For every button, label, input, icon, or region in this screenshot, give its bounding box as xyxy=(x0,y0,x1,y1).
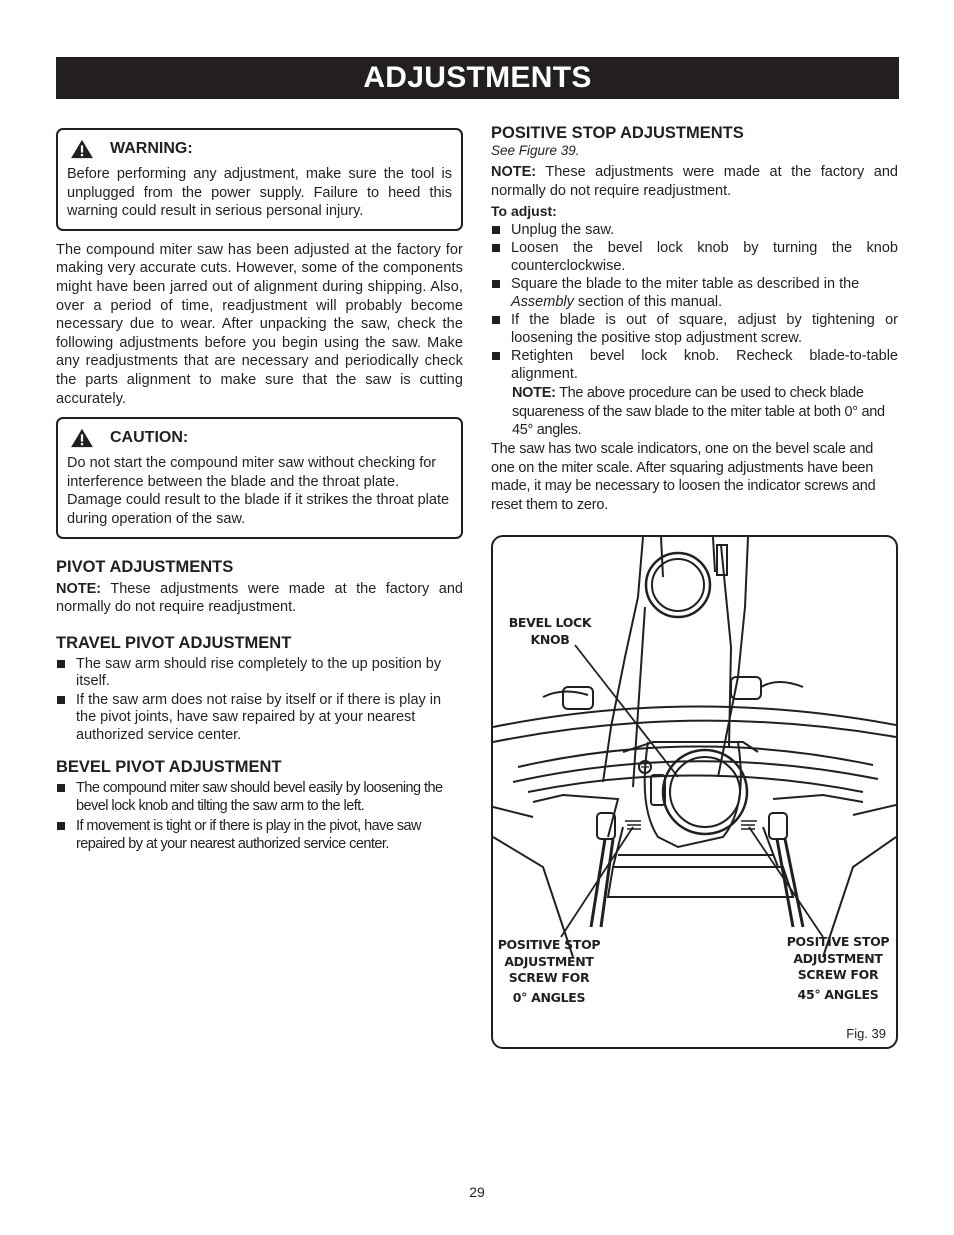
callout-line: 0° ANGLES xyxy=(512,989,586,1005)
sub-note-text: The above procedure can be used to check blade squareness of the saw blade to the miter table at both 0° and 45° angles. xyxy=(512,385,885,439)
caution-box xyxy=(56,417,463,538)
travel-heading: TRAVEL PIVOT ADJUSTMENT xyxy=(56,633,292,652)
step3-emphasis: Assembly xyxy=(511,293,574,310)
see-figure: See Figure 39. xyxy=(491,143,580,158)
positive-note-label: NOTE: xyxy=(491,164,537,180)
travel-list xyxy=(56,656,463,745)
page-title: ADJUSTMENTS xyxy=(56,57,899,99)
positive-note xyxy=(491,163,898,200)
callout-line: SCREW FOR xyxy=(508,970,590,985)
warning-header xyxy=(67,139,452,159)
callout-line: 45° ANGLES xyxy=(797,986,879,1002)
pivot-note-text: These adjustments were made at the factory and normally do not require readjustment. xyxy=(56,580,463,616)
warning-triangle-icon xyxy=(69,428,95,448)
figure-39 xyxy=(491,535,898,1049)
warning-triangle-icon xyxy=(69,139,95,159)
to-adjust-label: To adjust: xyxy=(491,203,557,220)
callout-bevel-lock-knob xyxy=(505,615,595,648)
callout-line: KNOB xyxy=(530,631,570,647)
callout-line: ADJUSTMENT xyxy=(793,950,883,966)
pivot-heading: PIVOT ADJUSTMENTS xyxy=(56,557,234,576)
left-column xyxy=(56,128,463,854)
warning-title: WARNING: xyxy=(110,140,193,157)
list-item: If the blade is out of square, adjust by tightening or loosening the positive stop adjustment screw. xyxy=(491,312,898,347)
bevel-heading: BEVEL PIVOT ADJUSTMENT xyxy=(56,758,282,777)
warning-box xyxy=(56,128,463,231)
intro-paragraph: The compound miter saw has been adjusted at the factory for making very accurate cuts. However, some of the components might have been jarred out of alignment during shipping. Also, over a period of time, readjustment will probably become necessary due to wear. After unpacking the saw, check the following adjustments before you begin using the saw. Make any readjustments that are necessary and periodically check the parts alignment to make sure that the saw is cutting accurately. xyxy=(56,241,463,407)
list-item xyxy=(491,276,898,311)
adjust-steps xyxy=(491,222,898,384)
callout-line: ADJUSTMENT xyxy=(504,953,594,969)
list-item: Loosen the bevel lock knob by turning the knob counterclockwise. xyxy=(491,240,898,275)
callout-line: BEVEL LOCK xyxy=(508,615,592,630)
step3-text: Square the blade to the miter table as described in the xyxy=(511,276,860,293)
sub-note xyxy=(491,384,898,440)
sub-note-label: NOTE: xyxy=(512,385,556,402)
caution-header xyxy=(67,428,452,448)
list-item: The saw arm should rise completely to the up position by itself. xyxy=(56,656,463,691)
warning-text: Before performing any adjustment, make sure the tool is unplugged from the power supply. Failure to heed this warning could result in serious personal injury. xyxy=(67,166,452,220)
list-item: If the saw arm does not raise by itself or if there is play in the pivot joints, have saw repaired by at your nearest authorized service center. xyxy=(56,692,463,745)
callout-line: POSITIVE STOP xyxy=(497,937,601,952)
caution-text: Do not start the compound miter saw without checking for interference between the blade and the throat plate. Damage could result to the blade if it strikes the throat plate during operation of the saw. xyxy=(67,455,450,527)
right-column xyxy=(491,123,898,514)
list-item: If movement is tight or if there is play in the pivot, have saw repaired by at your nearest authorized service center. xyxy=(56,818,463,853)
callout-zero-screw xyxy=(495,937,603,1006)
list-item: The compound miter saw should bevel easily by loosening the bevel lock knob and tilting the saw arm to the left. xyxy=(56,780,463,815)
positive-heading: POSITIVE STOP ADJUSTMENTS xyxy=(491,124,744,142)
figure-label: Fig. 39 xyxy=(846,1026,886,1041)
scale-paragraph: The saw has two scale indicators, one on the bevel scale and one on the miter scale. After squaring adjustments have been made, it may be necessary to loosen the indicator screws and reset them to zero. xyxy=(491,441,876,513)
list-item: Retighten bevel lock knob. Recheck blade-to-table alignment. xyxy=(491,348,898,383)
positive-note-text: These adjustments were made at the factory and normally do not require readjustment. xyxy=(491,164,898,199)
bevel-list xyxy=(56,780,463,853)
callout-line: POSITIVE STOP xyxy=(786,934,890,949)
step3-text-end: section of this manual. xyxy=(573,293,723,310)
caution-title: CAUTION: xyxy=(110,429,189,447)
callout-line: SCREW FOR xyxy=(797,967,879,982)
pivot-note-label: NOTE: xyxy=(56,580,102,597)
pivot-note xyxy=(56,580,463,617)
callout-45-screw xyxy=(783,934,893,1003)
page-number: 29 xyxy=(469,1184,485,1200)
list-item: Unplug the saw. xyxy=(491,222,898,240)
